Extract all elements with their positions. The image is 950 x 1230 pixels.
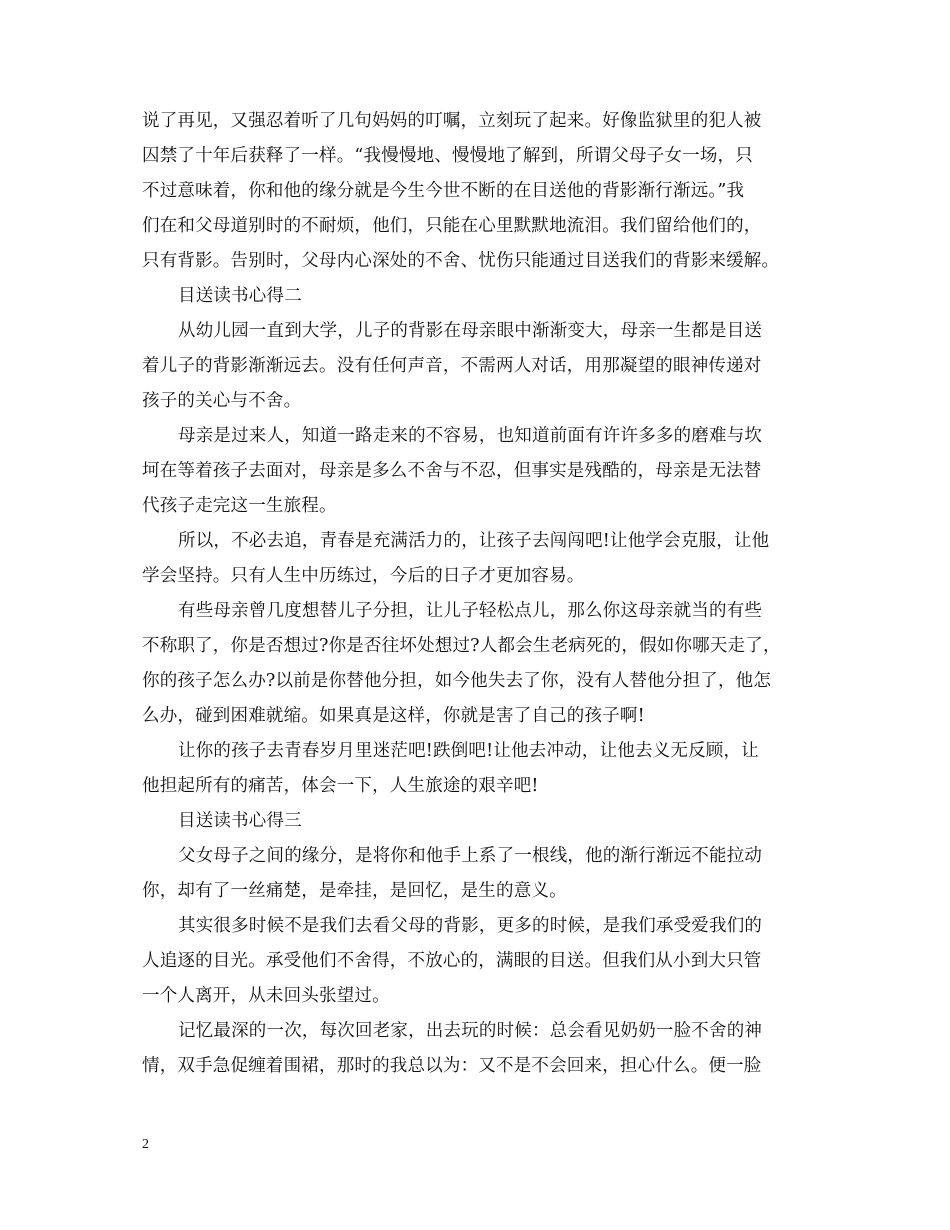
text-line: 从幼儿园一直到大学，儿子的背影在母亲眼中渐渐变大，母亲一生都是目送 xyxy=(178,321,763,341)
text-line: 说了再见，又强忍着听了几句妈妈的叮嘱，立刻玩了起来。好像监狱里的犯人被 xyxy=(142,111,762,131)
text-line: 其实很多时候不是我们去看父母的背影，更多的时候，是我们承受爱我们的 xyxy=(178,916,763,936)
page-number: 2 xyxy=(142,1137,149,1152)
text-line: 所以，不必去追，青春是充满活力的，让孩子去闯闯吧!让他学会克服，让他 xyxy=(178,531,770,551)
text-line: 人追逐的目光。承受他们不舍得，不放心的，满眼的目送。但我们从小到大只管 xyxy=(142,951,762,971)
text-line: 记忆最深的一次，每次回老家，出去玩的时候：总会看见奶奶一脸不舍的神 xyxy=(178,1021,763,1041)
body-text xyxy=(142,104,822,1084)
text-line: 他担起所有的痛苦，体会一下，人生旅途的艰辛吧! xyxy=(142,776,539,796)
text-line: 父女母子之间的缘分，是将你和他手上系了一根线，他的渐行渐远不能拉动 xyxy=(178,846,763,866)
text-line: 你的孩子怎么办?以前是你替他分担，如今他失去了你，没有人替他分担了，他怎 xyxy=(142,671,772,691)
text-line: 囚禁了十年后获释了一样。“我慢慢地、慢慢地了解到，所谓父母子女一场，只 xyxy=(142,146,753,166)
text-line: 目送读书心得二 xyxy=(178,286,302,306)
text-line: 目送读书心得三 xyxy=(178,811,302,831)
text-line: 有些母亲曾几度想替儿子分担，让儿子轻松点儿，那么你这母亲就当的有些 xyxy=(178,601,763,621)
text-line: 们在和父母道别时的不耐烦，他们，只能在心里默默地流泪。我们留给他们的， xyxy=(142,216,762,236)
text-line: 你，却有了一丝痛楚，是牵挂，是回忆，是生的意义。 xyxy=(142,881,567,901)
text-line: 不过意味着，你和他的缘分就是今生今世不断的在目送他的背影渐行渐远。”我 xyxy=(142,181,745,201)
text-line: 坷在等着孩子去面对，母亲是多么不舍与不忍，但事实是残酷的，母亲是无法替 xyxy=(142,461,762,481)
text-line: 只有背影。告别时，父母内心深处的不舍、忧伤只能通过目送我们的背影来缓解。 xyxy=(142,251,780,271)
text-line: 么办，碰到困难就缩。如果真是这样，你就是害了自己的孩子啊! xyxy=(142,706,645,726)
text-line: 一个人离开，从未回头张望过。 xyxy=(142,986,390,1006)
text-line: 母亲是过来人，知道一路走来的不容易，也知道前面有许许多多的磨难与坎 xyxy=(178,426,763,446)
text-line: 不称职了，你是否想过?你是否往坏处想过?人都会生老病死的，假如你哪天走了， xyxy=(142,636,781,656)
text-line: 情，双手急促缠着围裙，那时的我总以为：又不是不会回来，担心什么。便一脸 xyxy=(142,1056,762,1076)
text-line: 学会坚持。只有人生中历练过，今后的日子才更加容易。 xyxy=(142,566,585,586)
text-line: 孩子的关心与不舍。 xyxy=(142,391,302,411)
text-line: 让你的孩子去青春岁月里迷茫吧!跌倒吧!让他去冲动，让他去义无反顾，让 xyxy=(178,741,759,761)
text-line: 代孩子走完这一生旅程。 xyxy=(142,496,337,516)
text-line: 着儿子的背影渐渐远去。没有任何声音，不需两人对话，用那凝望的眼神传递对 xyxy=(142,356,762,376)
